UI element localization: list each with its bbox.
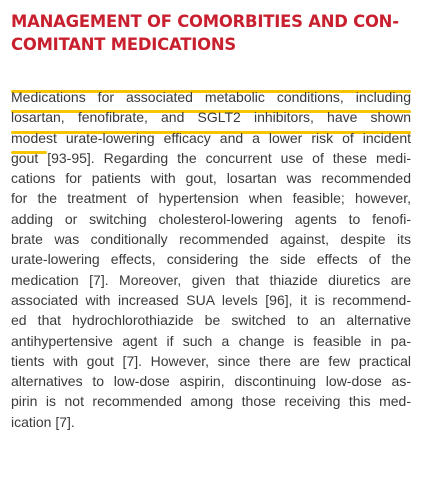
paragraph-line: alternatives to low-dose aspirin, discontinuing low-dose as-: [11, 373, 411, 390]
paragraph-line: ication [7].: [11, 413, 75, 430]
heading-line: COMITANT MEDICATIONS: [11, 35, 236, 54]
paragraph-line: urate-lowering effects, considering the side effects of the: [11, 251, 411, 268]
paragraph-line: associated with increased SUA levels [96], it is recommend-: [11, 291, 411, 308]
paragraph-line: adding or switching cholesterol-lowering agents to fenofi-: [11, 210, 411, 227]
paragraph-line-highlighted: [11, 107, 411, 127]
paragraph-line: cations for patients with gout, losartan was recommended: [11, 170, 411, 187]
line-text: modest urate-lowering efficacy and a lower risk of incident: [11, 129, 411, 146]
document-page: [11, 10, 411, 432]
paragraph-line-highlighted: [11, 128, 411, 148]
paragraph-line: ed that hydrochlorothiazide be switched to an alternative: [11, 312, 411, 329]
paragraph-line: brate was conditionally recommended against, despite its: [11, 231, 411, 248]
paragraph-line: antihypertensive agent if such a change is feasible in pa-: [11, 332, 411, 349]
paragraph-line: for the treatment of hypertension when feasible; however,: [11, 190, 411, 207]
heading-line: MANAGEMENT OF COMORBITIES AND CON-: [11, 12, 399, 31]
paragraph-line: pirin is not recommended among those receiving this med-: [11, 393, 411, 410]
paragraph-line: tients with gout [7]. However, since there are few practical: [11, 352, 411, 369]
line-text: losartan, fenofibrate, and SGLT2 inhibitors, have shown: [11, 109, 411, 126]
section-heading: [11, 10, 411, 56]
paragraph-line: medication [7]. Moreover, given that thiazide diuretics are: [11, 271, 411, 288]
paragraph-line-highlighted: [11, 148, 411, 168]
line-text: Medications for associated metabolic conditions, including: [11, 89, 411, 105]
paragraph-line-highlighted: [11, 87, 411, 107]
section-paragraph: [11, 87, 411, 432]
line-text: gout [93-95]. Regarding the concurrent use of these medi-: [11, 149, 411, 166]
